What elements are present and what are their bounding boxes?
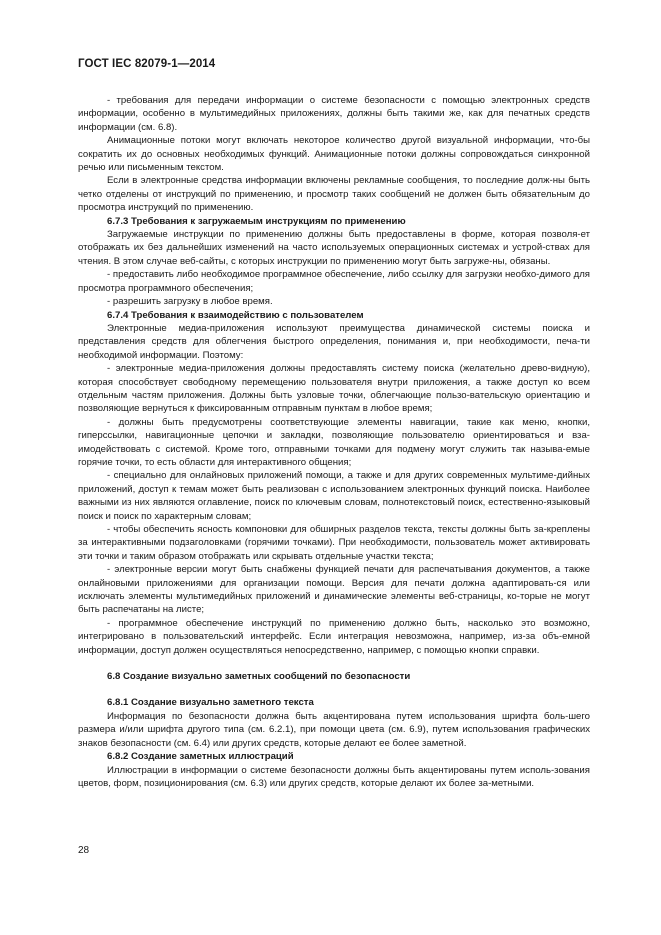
list-item: - программное обеспечение инструкций по применению должно быть, насколько это возможно, интегрировано в пользовательский интерфейс. Если интеграция невозможна, например, из-за объ-емной информации, доступ должен осуществляться непосредственно, например, с помощью кнопки справки. [78, 617, 590, 656]
paragraph: Если в электронные средства информации включены рекламные сообщения, то последние долж-ны быть четко отделены от инструкций по применению, и просмотр таких сообщений не должен быть обязательным до просмотра инструкций по применению. [78, 175, 590, 214]
list-item: - электронные версии могут быть снабжены функцией печати для распечатывания документов, а также онлайновыми приложениями для организации помощи. Версия для печати должна адаптировать-ся или исключать элементы мультимедийных приложений и динамические элементы веб-страницы, ко-торые не могут быть распечатаны на листе; [78, 564, 590, 616]
list-item: - чтобы обеспечить ясность компоновки для обширных разделов текста, тексты должны быть за-креплены за интерактивными подзаголовками (горячими точками). При необходимости, пользователь может активировать эти точки и таким образом отображать или скрывать отдельные участки текста; [78, 524, 590, 562]
page-number: 28 [78, 845, 90, 856]
subsection-heading: 6.8.2 Создание заметных иллюстраций [107, 751, 294, 763]
list-item: - электронные медиа-приложения должны предоставлять систему поиска (желательно древо-видную), которая способствует свободному перемещению пользователя внутри приложения, а также доступ ко всем отдельным частям приложения. Должны быть узловые точки, облегчающие пользо-вательскую ориентацию и позволяющие вернуться к фиксированным отправным пунктам в любое время; [78, 363, 590, 415]
list-item: - специально для онлайновых приложений помощи, а также и для других современных мультиме-дийных приложений, доступ к темам может быть реализован с использованием электронных функций поиска. Наиболее важными из них являются оглавление, поиск по ключевым словам, полнотекстовый поиск, естественно-языковый поиск и поиск по характерным словам; [78, 470, 590, 522]
paragraph: Анимационные потоки могут включать некоторое количество другой визуальной информации, что-бы сократить их до основных необходимых функций. Анимационные потоки должны сопровождаться синхронной речью или письменным текстом. [78, 135, 590, 174]
list-item: - должны быть предусмотрены соответствующие элементы навигации, такие как меню, кнопки, гиперссылки, навигационные цепочки и закладки, позволяющие пользователю ориентироваться и вза-имодействовать с системой. Кроме того, отправными точками для подмену могут служить так называ-емые горячие точки, то есть области для интерактивного общения; [78, 416, 590, 468]
paragraph: Электронные медиа-приложения используют преимущества динамической системы поиска и представления средств для облегчения быстрого определения, понимания и, при необходимости, печа-ти необходимой информации. Поэтому: [78, 322, 590, 361]
document-header: ГОСТ IEC 82079-1—2014 [78, 58, 216, 70]
list-item: - разрешить загрузку в любое время. [107, 296, 273, 308]
section-heading: 6.7.3 Требования к загружаемым инструкциям по применению [107, 215, 406, 227]
paragraph: Информация по безопасности должна быть акцентирована путем использования шрифта боль-шего размера и/или шрифта другого типа (см. 6.2.1), при помощи цвета (см. 6.9), путем использования графических знаков безопасности (см. 6.4) или других средств, которые делают ее более заметной. [78, 710, 590, 749]
body-text [78, 94, 590, 790]
section-heading: 6.7.4 Требования к взаимодействию с пользователем [107, 309, 364, 321]
section-heading: 6.8 Создание визуально заметных сообщений по безопасности [107, 671, 411, 683]
paragraph: Загружаемые инструкции по применению должны быть предоставлены в форме, которая позволя-ет отображать их без дальнейших изменений на часто используемых операционных системах и устрой-ствах для чтения. В этом случае веб-сайты, с которых инструкции по применению могут быть загруже-ны, обязаны. [78, 229, 590, 267]
list-item: - предоставить либо необходимое программное обеспечение, либо ссылку для загрузки необхо-димого для просмотра программного обеспечения; [78, 269, 590, 294]
subsection-heading: 6.8.1 Создание визуально заметного текста [107, 697, 314, 709]
paragraph: - требования для передачи информации о системе безопасности с помощью электронных средств информации, особенно в мультимедийных приложениях, должны быть такими же, как для печатных средств информации (см. 6.8). [78, 95, 590, 133]
paragraph: Иллюстрации в информации о системе безопасности должны быть акцентированы путем исполь-зования цветов, форм, позиционирования (см. 6.3) или других средств, которые делают их более за-метными. [78, 764, 590, 789]
